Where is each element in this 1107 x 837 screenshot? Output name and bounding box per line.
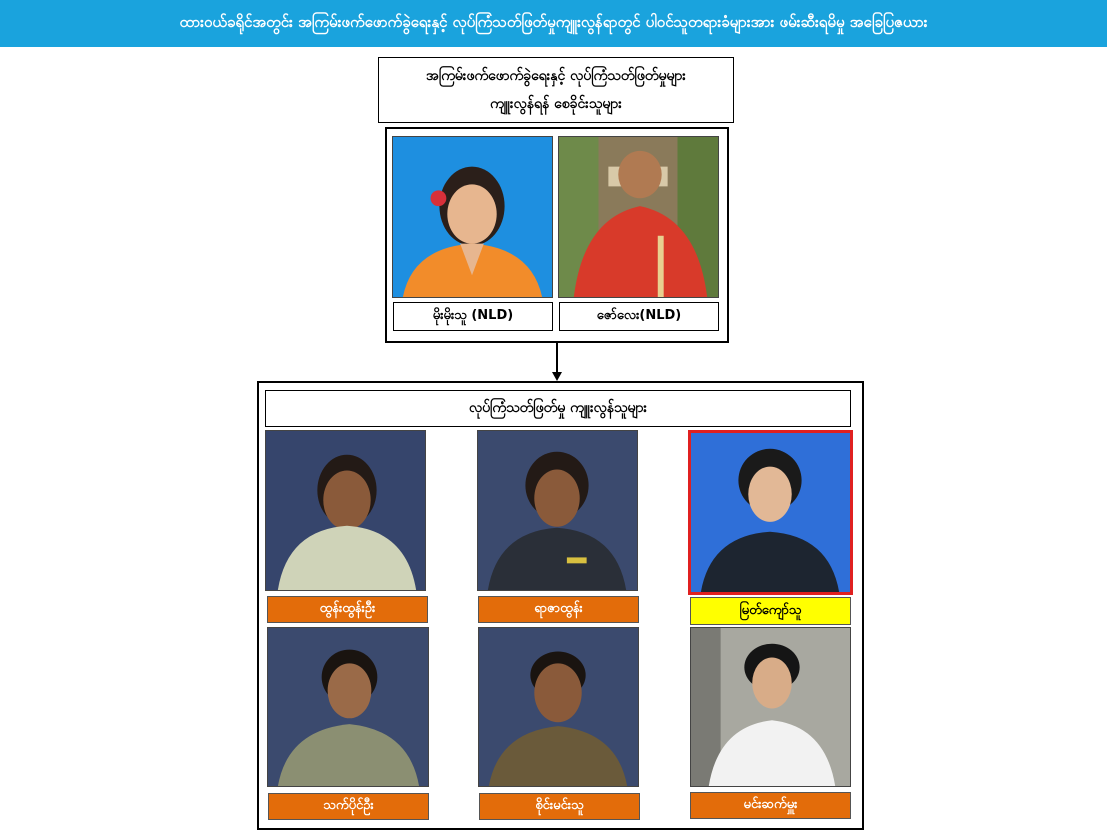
- page-header: [0, 0, 1107, 47]
- connector-line: [556, 342, 558, 374]
- perpetrator-name-label: မင်းဆက်မှူး: [690, 792, 851, 819]
- portrait-photo: [690, 627, 851, 787]
- perpetrator-name-label: သက်ပိုင်ဦး: [268, 793, 429, 820]
- portrait-photo: [558, 136, 719, 298]
- arrow-down-icon: [552, 372, 562, 381]
- orderers-title-line1: အကြမ်းဖက်ဖောက်ခွဲရေးနှင့် လုပ်ကြံသတ်ဖြတ်မှုများ: [426, 68, 686, 84]
- portrait-photo: [478, 627, 639, 787]
- perpetrator-name-label: စိုင်းမင်းသူ: [479, 793, 640, 820]
- portrait-photo: [392, 136, 553, 298]
- portrait-photo: [265, 430, 426, 591]
- perpetrator-name-label: ထွန်းထွန်းဦး: [267, 596, 428, 623]
- perpetrators-title-box: [265, 390, 851, 427]
- orderer-name-label: မိုးမိုးသူ (NLD): [393, 302, 553, 331]
- orderers-title-box: [378, 57, 734, 123]
- perpetrator-name-label: ရာဇာထွန်း: [478, 596, 639, 623]
- orderer-name-label: ဇော်လေး(NLD): [559, 302, 719, 331]
- portrait-photo-highlighted: [688, 430, 853, 595]
- perpetrators-title: လုပ်ကြံသတ်ဖြတ်မှု ကျူးလွန်သူများ: [468, 400, 648, 416]
- orderers-title-line2: ကျူးလွန်ရန် စေခိုင်းသူများ: [490, 96, 622, 112]
- portrait-photo: [267, 627, 429, 787]
- portrait-photo: [477, 430, 638, 591]
- header-title: ထားဝယ်ခရိုင်အတွင်း အကြမ်းဖက်ဖောက်ခွဲရေးနှင့် လုပ်ကြံသတ်ဖြတ်မှုကျူးလွန်ရာတွင် ပါဝင်သူတရားခံများအား ဖမ်းဆီးရမိမှု အခြေပြဇယား: [179, 12, 928, 31]
- perpetrator-name-label-highlighted: မြတ်ကျော်သူ: [690, 597, 851, 625]
